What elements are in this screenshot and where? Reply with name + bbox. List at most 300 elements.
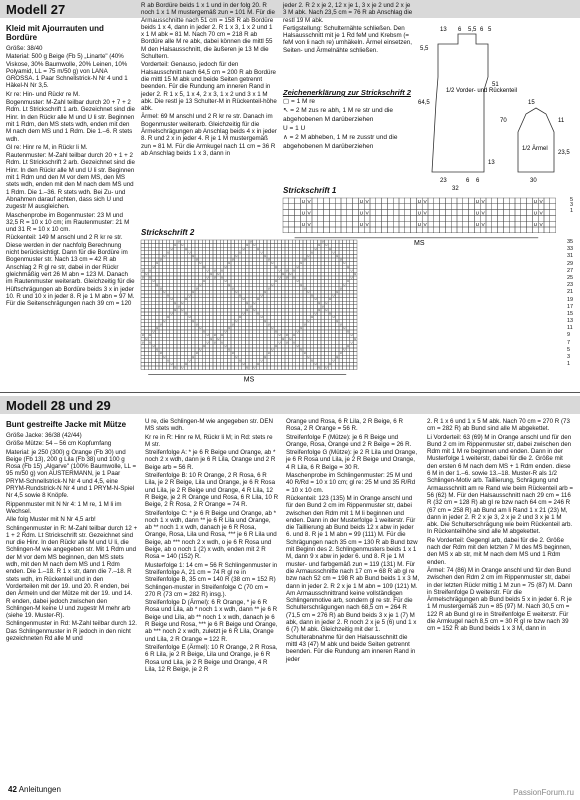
chart-cell [317,287,321,291]
chart-cell [256,244,260,248]
chart-cell [173,305,177,309]
chart-cell [170,258,174,262]
chart-symbol: U [188,251,191,255]
chart-cell [170,294,174,298]
chart-cell [307,240,311,244]
chart-cell [181,319,185,323]
chart-cell [440,204,446,210]
chart-cell [231,294,235,298]
chart-symbol: U [195,287,198,291]
chart-cell [335,334,339,338]
chart-cell [321,294,325,298]
chart-symbol: U [293,276,295,280]
chart-cell [166,352,170,356]
chart-cell [227,316,231,320]
chart-cell [314,298,321,302]
chart-cell [307,308,311,312]
chart-cell [206,258,210,262]
chart-cell [267,312,271,316]
chart-cell [263,366,267,370]
chart-cell [184,323,188,327]
chart-cell [292,337,296,341]
chart-cell [318,204,324,210]
chart-cell [332,308,336,312]
chart-cell [148,326,152,330]
chart-cell [299,298,303,302]
chart-cell [217,298,221,302]
chart-cell [224,323,228,327]
chart-cell [220,254,224,258]
chart-cell [159,362,163,366]
chart-cell [335,283,339,287]
ms-label: MS [414,239,425,247]
chart-cell [376,204,382,210]
chart-cell [249,244,256,248]
chart-cell [202,305,206,309]
chart-cell [314,283,318,287]
chart-cell [325,319,329,323]
chart-cell [544,204,550,210]
chart-cell [335,204,341,210]
chart-cell [329,227,335,233]
chart-symbol: U [239,294,241,298]
chart-cell [434,227,440,233]
chart-cell [224,287,228,291]
chart-cell [312,210,318,216]
chart-cell [155,308,159,312]
chart-cell [281,287,285,291]
chart-cell [332,348,336,352]
chart-cell [253,344,257,348]
chart-cell [141,348,145,352]
chart-symbol: U [336,355,339,359]
chart-cell [285,247,289,251]
chart-cell [299,355,303,359]
chart-cell [184,305,188,309]
chart-cell [274,355,278,359]
paragraph: Streifenfolge D (Ärmel): 6 R Orange, * je 6 R Rosa und Lila, ab * noch 1 x wdh, dann ** je 6 R Beige und Lila, ab ** noch 1 x wdh, danach je 6 R Beige und Rosa, *** je 6 R Beige und Orange, ab *** noch 2 x wdh, zuletzt je 6 R Lila, Orange und Lila, 2 R Orange = 122 R. [145,599,278,643]
sleeve-dim: 15 [528,100,535,106]
chart-cell [148,355,152,359]
chart-cell [339,308,343,312]
chart-cell [253,341,257,345]
chart-cell [370,198,376,204]
knit-stitch-icon: ▢ [283,98,290,105]
chart-cell [209,326,213,330]
chart-cell [159,290,166,294]
chart-cell [209,352,213,356]
chart-cell [199,258,203,262]
chart-cell [292,348,296,352]
chart-cell [206,272,213,276]
chart-cell [350,283,354,287]
chart-cell [245,280,249,284]
chart-cell [376,198,382,204]
chart-cell [245,254,249,258]
chart-cell [188,323,192,327]
chart-cell [163,298,167,302]
chart-cell [148,305,152,309]
chart-cell [317,262,321,266]
chart-cell [346,308,350,312]
chart-cell [209,283,213,287]
chart-cell [245,290,249,294]
chart-cell [332,287,336,291]
chart-cell [307,305,311,309]
chart-symbol: U [267,323,270,327]
chart-cell [314,362,321,366]
chart-symbol: U [475,199,480,205]
chart-cell [217,254,221,258]
chart-cell [353,294,357,298]
chart-cell [188,258,192,262]
chart-cell [503,198,509,204]
chart-cell [245,272,249,276]
chart-cell [307,323,311,327]
chart-cell [177,247,181,251]
chart-symbol: U [332,294,335,298]
chart-cell [281,359,285,363]
chart-cell [271,319,275,323]
chart-cell [492,227,498,233]
chart-cell [166,326,170,330]
chart-cell [350,287,354,291]
chart-cell [289,265,293,269]
chart-cell [303,319,310,323]
chart-cell [209,244,213,248]
chart-cell [321,287,325,291]
chart-cell [350,244,354,248]
chart-cell [181,352,185,356]
chart-cell [256,287,260,291]
chart-cell [163,262,167,266]
chart-cell [152,330,159,334]
chart-cell [235,276,239,280]
chart-symbol: U [260,316,263,320]
chart-cell [191,262,195,266]
chart-cell [285,330,289,334]
chart-cell [213,287,217,291]
chart-symbol: V [539,211,543,217]
chart-cell [303,254,310,258]
schematic-side-label: 51 [492,82,499,88]
chart-cell [177,272,181,276]
chart-symbol: U [307,355,310,359]
chart-cell [227,362,231,366]
chart-cell [159,272,163,276]
chart-cell [235,301,239,305]
paragraph: Musterfolge 1: 14 cm = 56 R Schlingenmuster in Streifenfolge A, 21 cm = 74 R gl re in Streifenfolge B, 35 cm = 140 R (38 cm = 152 R) Schlingen-muster in Streifenfolge C (70 cm = 270 R (73 cm = 282 R) insg.). [145,561,278,598]
chart-cell [177,337,181,341]
chart-cell [256,337,260,341]
chart-cell [253,326,257,330]
chart-cell [289,276,293,280]
chart-cell [278,258,282,262]
schematic-bottom-dim: 6 [466,178,470,184]
chart-cell [242,265,246,269]
chart-cell [310,334,314,338]
chart-cell [278,298,282,302]
chart-cell [145,265,149,269]
chart-cell [159,337,163,341]
chart-cell [245,359,249,363]
chart-cell [292,316,296,320]
chart-cell [296,359,300,363]
chart-cell [278,359,282,363]
chart-cell [163,244,167,248]
chart-cell [166,366,170,370]
chart-cell [213,359,217,363]
chart-cell [253,269,257,273]
chart-cell [166,308,170,312]
chart-cell [249,312,253,316]
chart-cell [238,337,242,341]
chart-cell [299,323,303,327]
chart-cell [163,247,167,251]
chart-symbol: U [174,301,177,305]
chart-cell [339,355,343,359]
chart-cell [145,319,149,323]
chart-cell [289,287,293,291]
chart-cell [292,254,296,258]
chart-symbol: U [318,244,321,248]
chart-cell [253,319,257,323]
chart-cell [224,294,228,298]
chart-cell [463,221,469,227]
chart-cell [339,272,343,276]
chart-symbol: U [264,355,267,359]
chart-cell [267,262,274,266]
chart-cell [292,280,296,284]
chart-cell [152,312,156,316]
chart-cell [238,312,242,316]
chart-cell [393,227,399,233]
chart-cell [231,334,235,338]
chart-cell [188,330,192,334]
chart-cell [267,251,271,255]
chart-cell [238,280,242,284]
chart-cell [253,287,257,291]
chart-cell [166,265,170,269]
chart-cell [317,294,321,298]
chart-cell [312,204,318,210]
chart-cell [350,337,357,341]
chart-cell [141,287,145,291]
chart-cell [145,251,149,255]
chart-cell [242,308,249,312]
schematic-center-label: 1/2 Vorder- und Rückenteil [446,88,518,94]
chart-cell [170,280,174,284]
chart-cell [188,283,192,287]
chart-cell [209,298,213,302]
chart-cell [285,355,289,359]
chart-cell [260,244,264,248]
chart-cell [411,215,417,221]
chart-cell [428,210,434,216]
chart-cell [184,283,188,287]
paragraph: Rückenteil: 123 (135) M in Orange anschl und für den Bund 2 cm im Rippenmuster str, dabei zwischen den Rdm mit 1 M li beginnen und enden. Dann in der Musterfolge 1 weiterstr. Für die Taillierung ab Bund beids 12 x abw in jeder 6. und 8. R je 1 M abn = 99 (111) M. Für die Schrägungen nach 35 cm = 130 R ab Bund bzw mit Beginn des 2. Schlingenmusters beids 1 x 1 M, dann 9 x abw in jeder 6. und 8. R je 1 M muster- und farbgemäß zun = 119 (131) M. Für die Armausschnitte nach 17 cm = 68 R ab gl re bzw nach 52 cm = 198 R ab Bund beids 1 x 3 M, dann in jeder 2. R 2 x je 1 M abn = 109 (121) M. Am Armausschnittrand keine vollständigen Schlingenmotive arb, sondern gl re str. Für die Schulterschrägungen nach 68,5 cm = 264 R (71,5 cm = 276 R) ab Bund beids 3 x je 1 (7) M abk, dann in jeder 2. R noch 2 x je 5 (6) und 1 x 6 (7) M abk. Gleichzeitig mit der 1. Schulterabnahme für den Halsausschnitt die mittl 43 (47) M abk und beide Seiten getrennt beenden. Für die Rundung am inneren Rand in jeder [286,494,420,663]
chart-cell [181,251,185,255]
chart-cell [329,198,335,204]
chart-cell [227,337,231,341]
chart-cell [227,247,231,251]
chart-cell [296,280,303,284]
chart-symbol: U [156,262,159,266]
chart-cell [242,244,249,248]
chart-cell [310,258,314,262]
chart-cell [332,254,339,258]
chart-cell [278,337,285,341]
chart-cell [271,287,275,291]
chart-cell [206,262,210,266]
chart-cell [296,319,300,323]
chart-cell [141,240,145,244]
chart-cell [249,258,253,262]
chart-symbol: U [239,251,241,255]
chart-cell [353,298,357,302]
chart-cell [166,355,170,359]
chart-cell [289,344,293,348]
chart-cell [206,254,210,258]
chart-cell [292,298,296,302]
chart-cell [299,334,303,338]
chart-cell [213,280,217,284]
chart-cell [353,366,357,370]
chart-cell [173,319,177,323]
chart-cell [295,221,301,227]
chart-symbol: U [149,341,151,345]
chart-cell [199,301,203,305]
chart-cell [339,283,346,287]
chart-cell [177,316,181,320]
chart-cell [350,280,354,284]
chart-cell [249,319,253,323]
sleeve-label: 1/2 Ärmel [522,146,548,152]
chart-cell [314,269,318,273]
chart-cell [242,330,246,334]
chart-cell [263,276,267,280]
chart-cell [445,215,451,221]
chart-cell [145,283,149,287]
chart-cell [299,294,303,298]
chart-cell [188,290,195,294]
paragraph: Rippenmuster mit N Nr 4: 1 M re, 1 M li im Wechsel. [6,500,122,515]
chart-cell [267,334,271,338]
chart-cell [328,308,332,312]
chart-cell [181,334,185,338]
chart-cell [173,323,177,327]
chart-symbol: U [163,355,166,359]
chart-cell [428,204,434,210]
chart-cell [170,283,174,287]
chart-symbol: U [210,337,213,341]
chart-cell [278,254,282,258]
chart-cell [256,326,260,330]
chart-cell [242,280,246,284]
chart-cell [181,359,185,363]
chart-cell [235,251,239,255]
chart-cell [224,337,228,341]
chart-cell [188,366,192,370]
chart-cell [148,319,152,323]
chart-cell [159,305,163,309]
chart-cell [343,305,347,309]
chart-cell [339,244,343,248]
chart-cell [307,348,311,352]
chart-cell [163,269,167,273]
chart-cell [206,244,210,248]
chart-cell [521,221,527,227]
chart-cell [220,330,224,334]
chart-cell [181,344,185,348]
chart-cell [263,258,267,262]
chart-cell [170,298,177,302]
chart-cell [148,359,152,363]
chart-cell [289,366,293,370]
chart-cell [314,352,318,356]
chart-cell [256,330,260,334]
chart-cell [209,366,213,370]
chart-cell [271,276,275,280]
chart-symbol: U [239,316,241,320]
chart-cell [346,341,350,345]
chart-cell [350,359,354,363]
chart-cell [463,210,469,216]
chart-cell [346,269,350,273]
chart-cell [224,254,228,258]
chart-cell [285,362,289,366]
chart-cell [382,227,388,233]
chart-cell [173,290,177,294]
chart-symbol: U [170,298,173,302]
chart-symbol: U [303,287,306,291]
chart-cell [303,294,307,298]
chart-cell [188,312,192,316]
chart-symbol: U [275,265,277,269]
chart-cell [353,362,357,366]
chart-cell [245,352,249,356]
chart-cell [274,262,278,266]
chart-cell [202,254,206,258]
chart-cell [370,227,376,233]
chart-symbol: V [307,211,311,217]
chart-cell [445,210,451,216]
chart-cell [285,287,289,291]
chart-cell [202,247,206,251]
chart-cell [325,272,329,276]
chart-cell [267,244,271,248]
chart-cell [152,294,156,298]
chart-cell [217,352,221,356]
chart-cell [292,272,296,276]
chart-cell [285,344,289,348]
chart-cell [314,366,321,370]
chart-cell [303,298,307,302]
model27-column-2 [141,2,277,158]
chart-symbol: U [350,334,353,338]
chart-cell [224,316,228,320]
chart-cell [163,334,167,338]
chart-cell [141,337,148,341]
chart-cell [492,221,498,227]
schematic-bottom-label: 32 [452,186,459,192]
chart-cell [217,308,221,312]
chart-cell [141,265,145,269]
chart-cell [343,269,347,273]
chart-cell [292,319,296,323]
chart-cell [335,305,339,309]
chart-cell [177,319,181,323]
